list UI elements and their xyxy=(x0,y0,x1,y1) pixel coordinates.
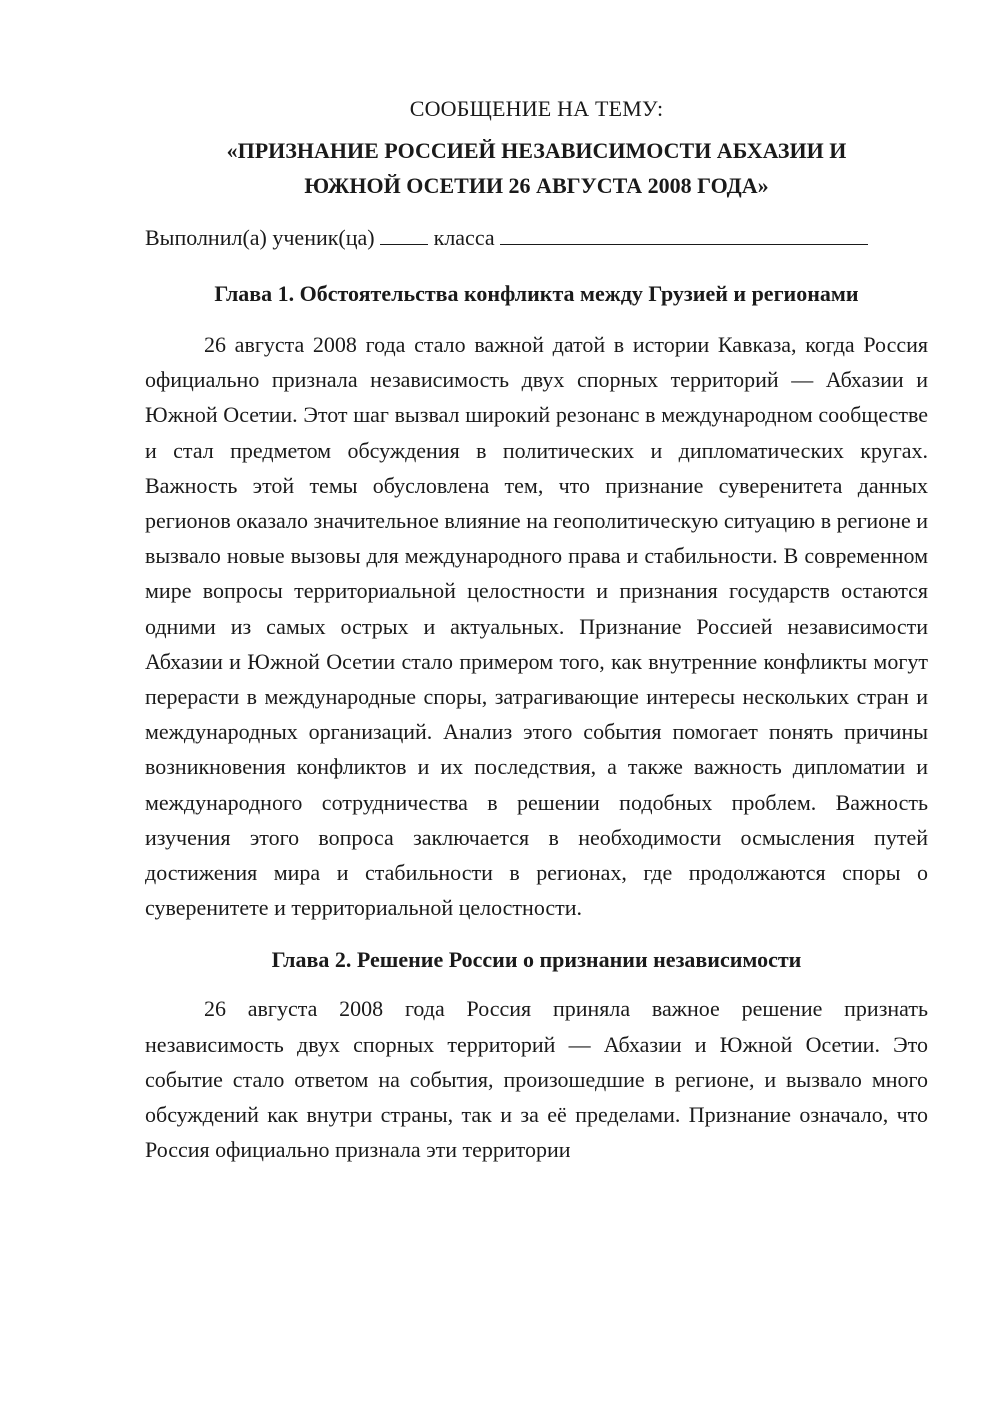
document-title xyxy=(145,133,928,203)
author-label: Выполнил(а) ученик(ца) xyxy=(145,225,375,250)
document-page xyxy=(145,92,928,1167)
chapter-1-title: Глава 1. Обстоятельства конфликта между Грузией и регионами xyxy=(214,281,859,306)
document-title-line-2: ЮЖНОЙ ОСЕТИИ 26 АВГУСТА 2008 ГОДА» xyxy=(304,173,769,198)
chapter-2-paragraph: 26 августа 2008 года Россия приняла важное решение признать независимость двух спорных территорий — Абхазии и Южной Осетии. Это событие стало ответом на события, произошедшие в регионе, и вызвало много обсуждений как внутри страны, так и за её пределами. Признание означало, что Россия официально признала эти территории xyxy=(145,996,928,1163)
document-kicker: СООБЩЕНИЕ НА ТЕМУ: xyxy=(409,96,664,121)
document-title-line-1: «ПРИЗНАНИЕ РОССИЕЙ НЕЗАВИСИМОСТИ АБХАЗИИ И xyxy=(226,138,847,163)
chapter-2-title: Глава 2. Решение России о признании независимости xyxy=(271,947,802,973)
chapter-1-paragraph: 26 августа 2008 года стало важной датой в истории Кавказа, когда Россия официально признала независимость двух спорных территорий — Абхазии и Южной Осетии. Этот шаг вызвал широкий резонанс в международном сообществе и стал предметом обсуждения в политических и дипломатических кругах. Важность этой темы обусловлена тем, что признание суверенитета данных регионов оказало значительное влияние на геополитическую ситуацию в регионе и вызвало новые вызовы для международного права и стабильности. В современном мире вопросы территориальной целостности и признания государств остаются одними из самых острых и актуальных. Признание Россией независимости Абхазии и Южной Осетии стало примером того, как внутренние конфликты могут перерасти в международные споры, затрагивающие интересы нескольких стран и международных организаций. Анализ этого события помогает понять причины возникновения конфликтов и их последствия, а также важность дипломатии и международного сотрудничества в решении подобных проблем. Важность изучения этого вопроса заключается в необходимости осмысления путей достижения мира и стабильности в регионах, где продолжаются споры о суверенитете и территориальной целостности. xyxy=(145,332,928,921)
author-line xyxy=(145,221,928,255)
grade-blank xyxy=(380,222,428,245)
name-blank xyxy=(500,222,868,245)
class-label: класса xyxy=(433,225,495,250)
